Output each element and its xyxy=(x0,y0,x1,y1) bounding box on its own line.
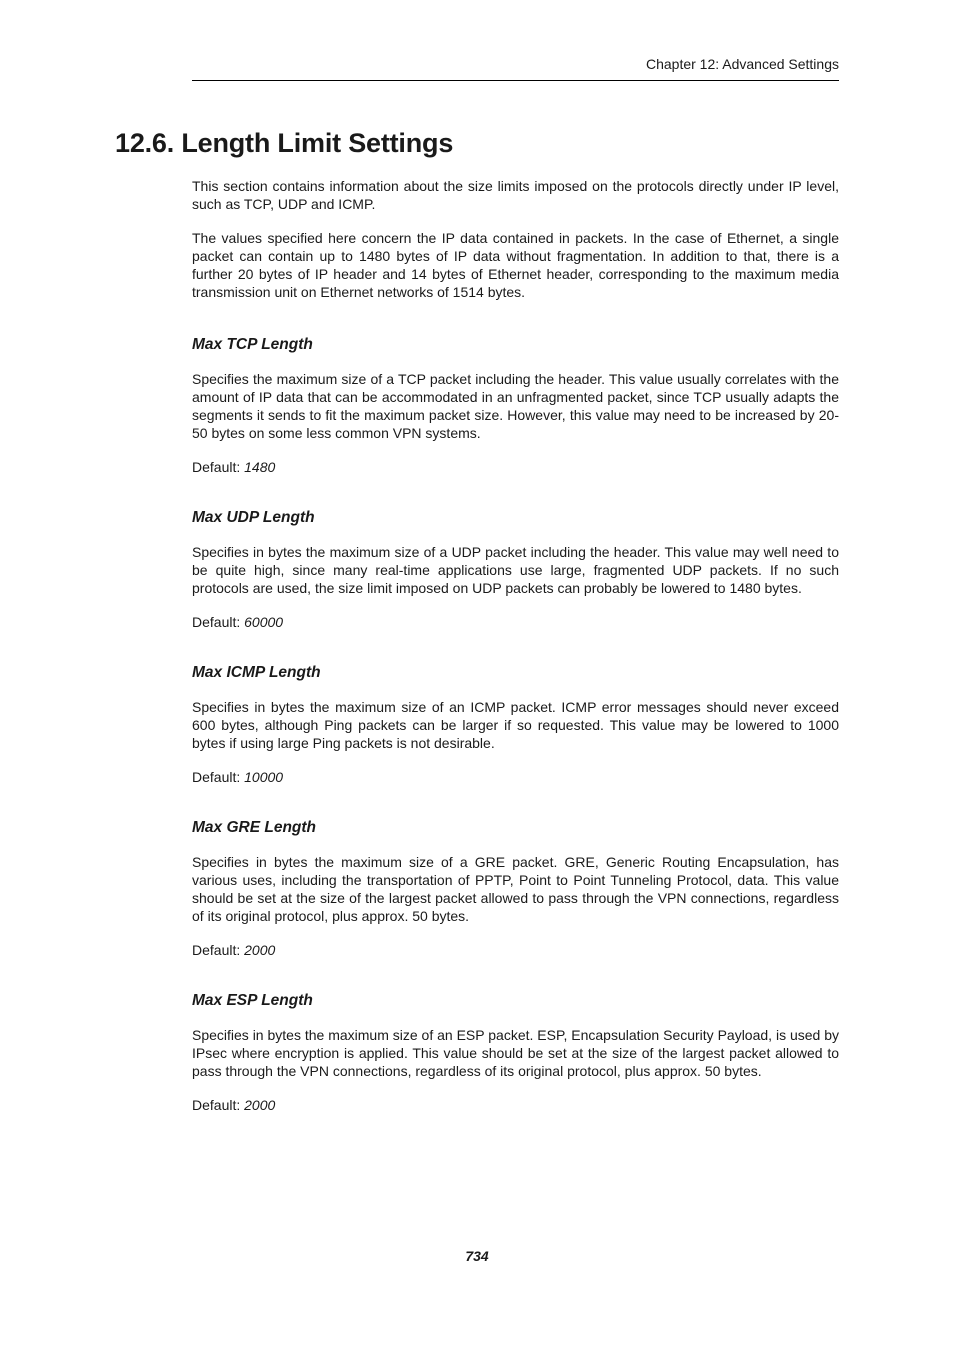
setting-block-max-icmp-length xyxy=(192,663,839,786)
setting-block-max-tcp-length xyxy=(192,335,839,476)
section-title: 12.6. Length Limit Settings xyxy=(115,128,454,158)
setting-default xyxy=(192,1096,839,1114)
page-number: 734 xyxy=(465,1248,489,1264)
setting-description: Specifies in bytes the maximum size of a UDP packet including the header. This value may well need to be quite high, since many real-time applications use large, fragmented UDP packets. If no such protocols are used, the size limit imposed on UDP packets can probably be lowered to 1480 bytes. xyxy=(192,544,839,596)
setting-heading: Max ICMP Length xyxy=(192,664,321,681)
running-header: Chapter 12: Advanced Settings xyxy=(645,56,839,72)
setting-block-max-udp-length xyxy=(192,508,839,631)
default-label: Default: xyxy=(192,942,245,958)
setting-block-max-gre-length xyxy=(192,818,839,959)
default-value: 2000 xyxy=(244,942,276,958)
setting-description: Specifies in bytes the maximum size of an ESP packet. ESP, Encapsulation Security Payload, is used by IPsec where encryption is applied. This value should be set at the size of the largest packet allowed to pass through the VPN connections, regardless of its original protocol, plus approx. 50 bytes. xyxy=(192,1027,839,1079)
setting-default xyxy=(192,458,839,476)
default-label: Default: xyxy=(192,459,245,475)
setting-heading: Max TCP Length xyxy=(192,336,313,353)
setting-description: Specifies in bytes the maximum size of a GRE packet. GRE, Generic Routing Encapsulation, has various uses, including the transportation of PPTP, Point to Point Tunneling Protocol, data. This value should be set at the size of the largest packet allowed to pass through the VPN connections, regardless of its original protocol, plus approx. 50 bytes. xyxy=(192,854,839,924)
default-label: Default: xyxy=(192,1097,245,1113)
setting-description: Specifies the maximum size of a TCP packet including the header. This value usually correlates with the amount of IP data that can be accommodated in an unfragmented packet, since TCP usually adapts the segments it sends to fit the maximum packet size. However, this value may need to be increased by 20-50 bytes on some less common VPN systems. xyxy=(192,371,839,441)
setting-heading: Max ESP Length xyxy=(192,992,313,1009)
header-divider xyxy=(192,80,839,81)
default-value: 2000 xyxy=(244,1097,276,1113)
settings-list xyxy=(192,303,839,1130)
default-label: Default: xyxy=(192,769,245,785)
setting-default xyxy=(192,768,839,786)
setting-description: Specifies in bytes the maximum size of an ICMP packet. ICMP error messages should never exceed 600 bytes, although Ping packets can be larger if so requested. This value may be lowered to 1000 bytes if using large Ping packets is not desirable. xyxy=(192,699,839,751)
intro-block xyxy=(192,177,839,317)
setting-heading: Max UDP Length xyxy=(192,509,315,526)
setting-default xyxy=(192,613,839,631)
default-value: 10000 xyxy=(244,769,284,785)
default-label: Default: xyxy=(192,614,245,630)
setting-default xyxy=(192,941,839,959)
setting-block-max-esp-length xyxy=(192,991,839,1114)
intro-paragraph: This section contains information about the size limits imposed on the protocols directly under IP level, such as TCP, UDP and ICMP. xyxy=(192,178,839,212)
intro-paragraph: The values specified here concern the IP data contained in packets. In the case of Ethernet, a single packet can contain up to 1480 bytes of IP data without fragmentation. In addition to that, there is a further 20 bytes of IP header and 14 bytes of Ethernet header, corresponding to the maximum media transmission unit on Ethernet networks of 1514 bytes. xyxy=(192,230,839,300)
default-value: 1480 xyxy=(244,459,276,475)
default-value: 60000 xyxy=(244,614,284,630)
setting-heading: Max GRE Length xyxy=(192,819,317,836)
